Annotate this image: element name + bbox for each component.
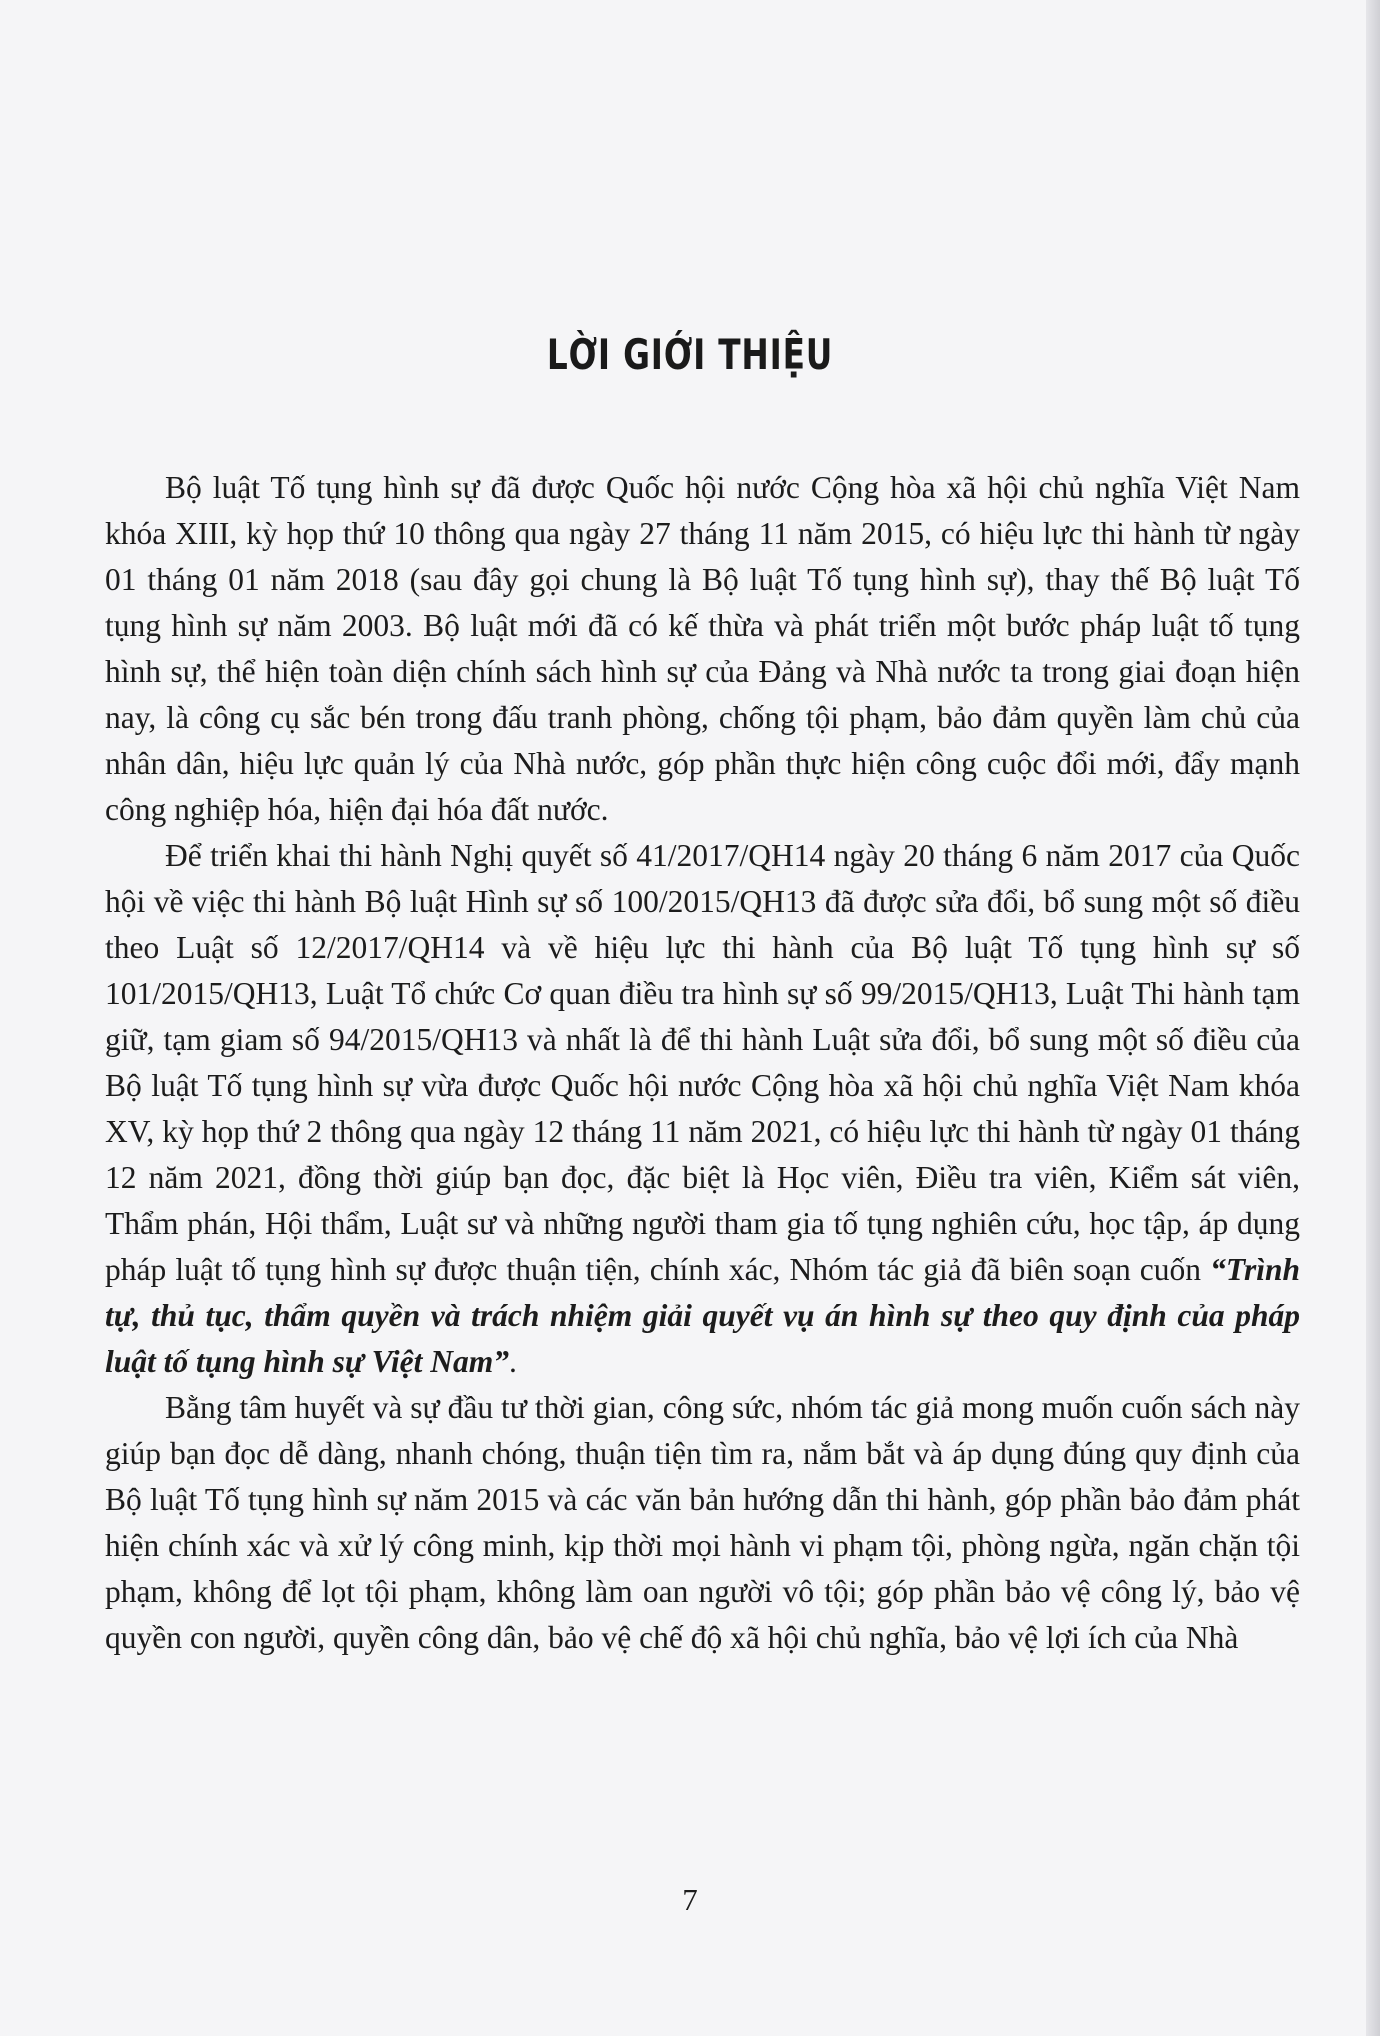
paragraph-3: Bằng tâm huyết và sự đầu tư thời gian, công sức, nhóm tác giả mong muốn cuốn sách này giúp bạn đọc dễ dàng, nhanh chóng, thuận tiện tìm ra, nắm bắt và áp dụng đúng quy định của Bộ luật Tố tụng hình sự năm 2015 và các văn bản hướng dẫn thi hành, góp phần bảo đảm phát hiện chính xác và xử lý công minh, kịp thời mọi hành vi phạm tội, phòng ngừa, ngăn chặn tội phạm, không để lọt tội phạm, không làm oan người vô tội; góp phần bảo vệ công lý, bảo vệ quyền con người, quyền công dân, bảo vệ chế độ xã hội chủ nghĩa, bảo vệ lợi ích của Nhà (105, 1390, 1300, 1655)
body-text (105, 465, 1300, 1661)
paragraph-1: Bộ luật Tố tụng hình sự đã được Quốc hội nước Cộng hòa xã hội chủ nghĩa Việt Nam khóa XIII, kỳ họp thứ 10 thông qua ngày 27 tháng 11 năm 2015, có hiệu lực thi hành từ ngày 01 tháng 01 năm 2018 (sau đây gọi chung là Bộ luật Tố tụng hình sự), thay thế Bộ luật Tố tụng hình sự năm 2003. Bộ luật mới đã có kế thừa và phát triển một bước pháp luật tố tụng hình sự, thể hiện toàn diện chính sách hình sự của Đảng và Nhà nước ta trong giai đoạn hiện nay, là công cụ sắc bén trong đấu tranh phòng, chống tội phạm, bảo đảm quyền làm chủ của nhân dân, hiệu lực quản lý của Nhà nước, góp phần thực hiện công cuộc đổi mới, đẩy mạnh công nghiệp hóa, hiện đại hóa đất nước. (105, 470, 1300, 827)
page-edge-shadow (1366, 0, 1380, 2036)
page-heading: LỜI GIỚI THIỆU (546, 330, 834, 379)
paragraph-2 (105, 833, 1300, 1385)
page-number: 7 (682, 1882, 698, 1917)
book-title: “Trình tự, thủ tục, thẩm quyền và trách nhiệm giải quyết vụ án hình sự theo quy định của pháp luật tố tụng hình sự Việt Nam” (105, 1252, 1300, 1379)
paragraph-2-text: Để triển khai thi hành Nghị quyết số 41/2017/QH14 ngày 20 tháng 6 năm 2017 của Quốc hội về việc thi hành Bộ luật Hình sự số 100/2015/QH13 đã được sửa đổi, bổ sung một số điều theo Luật số 12/2017/QH14 và về hiệu lực thi hành của Bộ luật Tố tụng hình sự số 101/2015/QH13, Luật Tổ chức Cơ quan điều tra hình sự số 99/2015/QH13, Luật Thi hành tạm giữ, tạm giam số 94/2015/QH13 và nhất là để thi hành Luật sửa đổi, bổ sung một số điều của Bộ luật Tố tụng hình sự vừa được Quốc hội nước Cộng hòa xã hội chủ nghĩa Việt Nam khóa XV, kỳ họp thứ 2 thông qua ngày 12 tháng 11 năm 2021, có hiệu lực thi hành từ ngày 01 tháng 12 năm 2021, đồng thời giúp bạn đọc, đặc biệt là Học viên, Điều tra viên, Kiểm sát viên, Thẩm phán, Hội thẩm, Luật sư và những người tham gia tố tụng nghiên cứu, học tập, áp dụng pháp luật tố tụng hình sự được thuận tiện, chính xác, Nhóm tác giả đã biên soạn cuốn (105, 838, 1300, 1287)
paragraph-2-end: . (509, 1344, 517, 1379)
